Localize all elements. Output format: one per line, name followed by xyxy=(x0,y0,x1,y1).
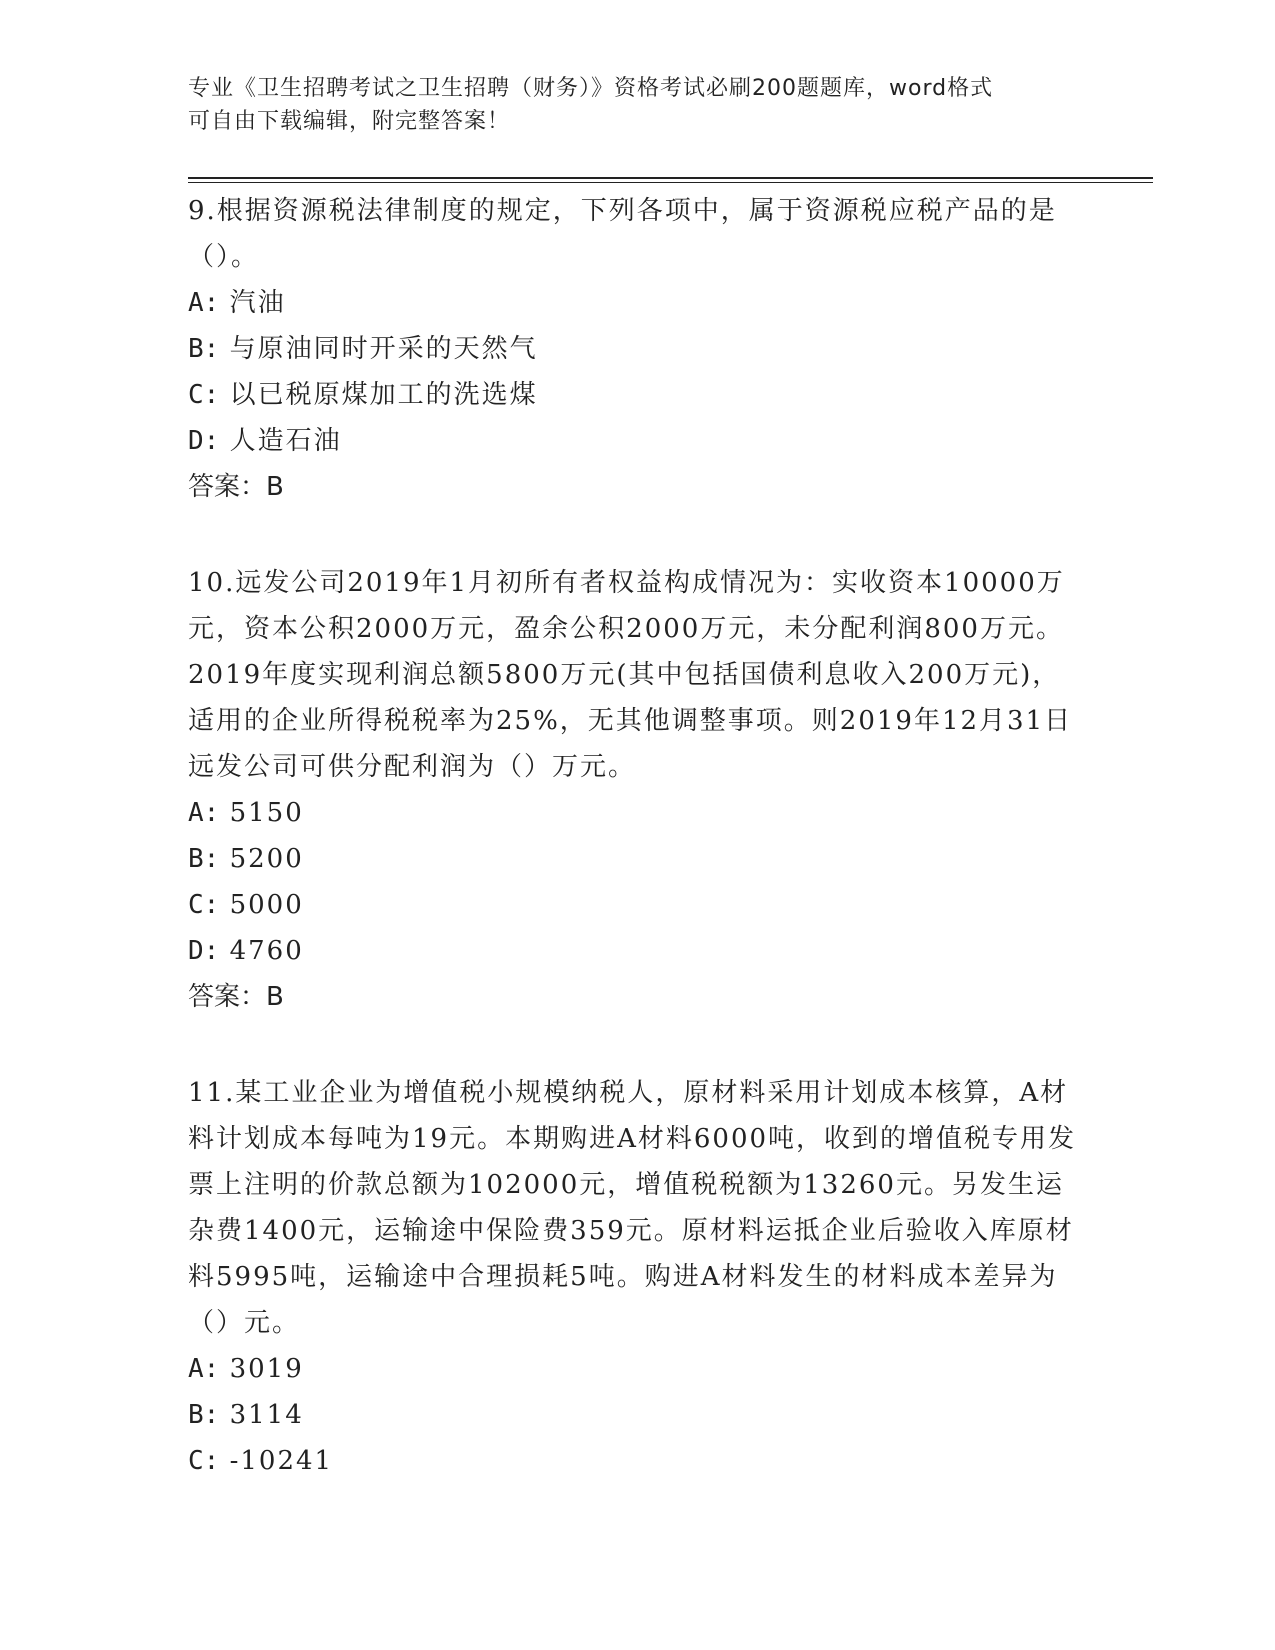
question-9 xyxy=(188,188,1078,510)
option-letter: A: xyxy=(188,798,220,828)
question-text: 9.根据资源税法律制度的规定，下列各项中，属于资源税应税产品的是（）。 xyxy=(188,196,1057,272)
option-letter: C: xyxy=(188,380,220,410)
option-c xyxy=(188,1438,1078,1484)
option-letter: A: xyxy=(188,288,220,318)
option-text: 5200 xyxy=(229,844,304,874)
question-text: 10.远发公司2019年1月初所有者权益构成情况为：实收资本10000万元，资本公积2000万元，盈余公积2000万元，未分配利润800万元。2019年度实现利润总额5800万元(其中包括国债利息收入200万元)，适用的企业所得税税率为25%，无其他调整事项。则2019年12月31日远发公司可供分配利润为（）万元。 xyxy=(188,568,1073,782)
header-divider-thick xyxy=(188,177,1153,179)
option-letter: B: xyxy=(188,334,220,364)
option-a xyxy=(188,280,1078,326)
option-b xyxy=(188,836,1078,882)
header-divider-thin xyxy=(188,182,1153,183)
option-text: 5150 xyxy=(229,798,304,828)
option-b xyxy=(188,326,1078,372)
option-letter: B: xyxy=(188,844,220,874)
option-text: 与原油同时开采的天然气 xyxy=(229,334,538,364)
option-text: 4760 xyxy=(229,936,304,966)
header-line-1: 专业《卫生招聘考试之卫生招聘（财务）》资格考试必刷200题题库，word格式 xyxy=(188,76,994,101)
option-text: -10241 xyxy=(229,1446,334,1476)
option-text: 汽油 xyxy=(229,288,286,318)
option-text: 5000 xyxy=(229,890,304,920)
option-letter: C: xyxy=(188,890,220,920)
option-text: 以已税原煤加工的洗选煤 xyxy=(229,380,538,410)
option-d xyxy=(188,418,1078,464)
option-c xyxy=(188,882,1078,928)
question-11 xyxy=(188,1070,1078,1484)
option-letter: C: xyxy=(188,1446,220,1476)
question-list xyxy=(188,188,1078,1534)
document-header xyxy=(188,72,1068,138)
option-text: 人造石油 xyxy=(229,426,342,456)
option-text: 3019 xyxy=(229,1354,304,1384)
option-a xyxy=(188,1346,1078,1392)
option-a xyxy=(188,790,1078,836)
option-letter: A: xyxy=(188,1354,220,1384)
option-b xyxy=(188,1392,1078,1438)
question-text: 11.某工业企业为增值税小规模纳税人，原材料采用计划成本核算，A材料计划成本每吨为19元。本期购进A材料6000吨，收到的增值税专用发票上注明的价款总额为102000元，增值税税额为13260元。另发生运杂费1400元，运输途中保险费359元。原材料运抵企业后验收入库原材料5995吨，运输途中合理损耗5吨。购进A材料发生的材料成本差异为（）元。 xyxy=(188,1078,1077,1338)
answer-line: 答案：B xyxy=(188,982,284,1012)
option-letter: B: xyxy=(188,1400,220,1430)
option-c xyxy=(188,372,1078,418)
option-letter: D: xyxy=(188,936,220,966)
header-line-2: 可自由下载编辑，附完整答案！ xyxy=(188,109,511,134)
option-text: 3114 xyxy=(229,1400,304,1430)
question-10 xyxy=(188,560,1078,1020)
answer-line: 答案：B xyxy=(188,472,284,502)
option-letter: D: xyxy=(188,426,220,456)
option-d xyxy=(188,928,1078,974)
